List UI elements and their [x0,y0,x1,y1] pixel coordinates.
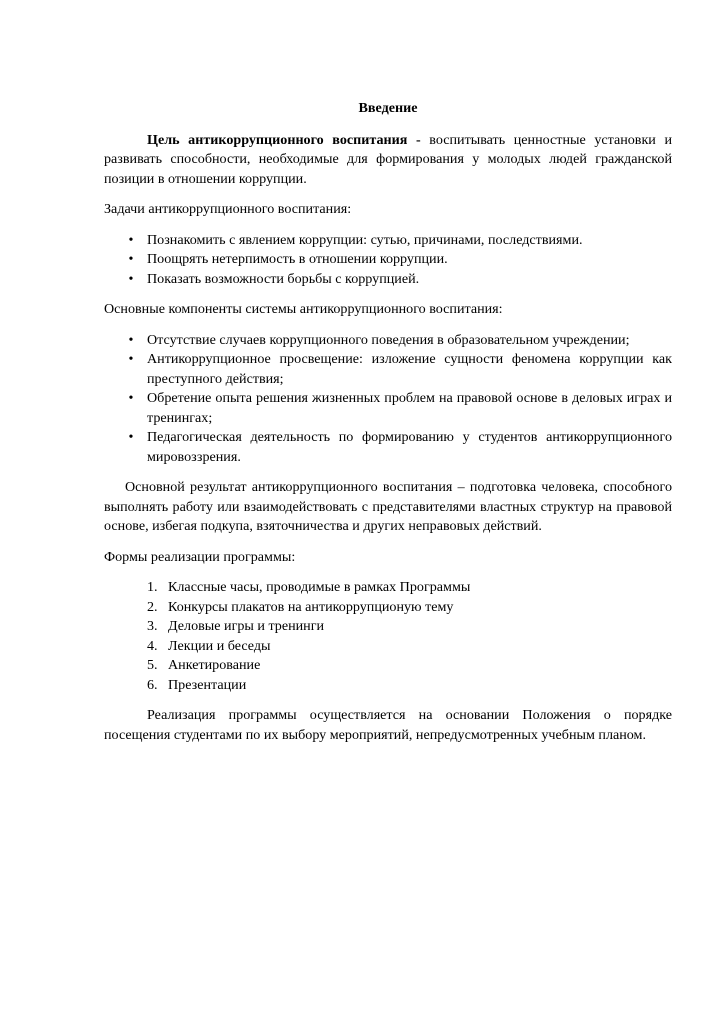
bullet-icon: • [128,390,134,406]
item-number: 3. [147,618,158,634]
tasks-list [104,231,672,290]
list-item [104,637,672,657]
forms-label: Формы реализации программы: [104,548,296,565]
list-item [104,231,672,251]
list-item [104,617,672,637]
list-item-text: Обретение опыта решения жизненных проблем на правовой основе в деловых играх и тренингах; [147,390,672,426]
bullet-icon: • [128,351,134,367]
item-number: 6. [147,676,158,693]
list-item-text: Деловые игры и тренинги [168,618,325,634]
goal-text: воспитывать ценностные установки и развивать способности, необходимые для формирования у молодых людей гражданской позиции в отношении коррупции. [104,131,672,187]
list-item [104,676,672,696]
closing-paragraph: Реализация программы осуществляется на основании Положения о порядке посещения студентами по их выбору мероприятий, непредусмотренных учебным планом. [104,707,672,743]
item-number: 2. [147,598,158,615]
list-item-text: Антикоррупционное просвещение: изложение сущности феномена коррупции как преступного действия; [147,351,672,387]
components-list [104,331,672,468]
tasks-label: Задачи антикоррупционного воспитания: [104,201,352,217]
list-item [104,350,672,389]
forms-list [104,578,672,695]
list-item-text: Классные часы, проводимые в рамках Программы [168,579,471,595]
item-number: 1. [147,579,158,595]
page-heading: Введение [358,100,418,116]
list-item-text: Показать возможности борьбы с коррупцией. [147,270,420,287]
list-item [104,428,672,467]
result-paragraph: Основной результат антикоррупционного воспитания – подготовка человека, способного выполнять работу или взаимодействовать с представителями властных структур на правовой основе, избегая подкупа, взяточничества и других неправовых действий. [104,479,672,534]
list-item [104,270,672,290]
document-page [104,99,672,745]
list-item [104,656,672,676]
components-label: Основные компоненты системы антикоррупционного воспитания: [104,301,503,317]
list-item [104,389,672,428]
goal-term: Цель антикоррупционного воспитания - [147,131,421,148]
list-item [104,578,672,598]
list-item [104,250,672,270]
list-item-text: Конкурсы плакатов на антикоррупционую тему [168,598,454,615]
list-item [104,598,672,618]
bullet-icon: • [128,231,134,248]
goal-paragraph [104,131,672,190]
bullet-icon: • [128,429,134,445]
bullet-icon: • [128,270,134,287]
item-number: 5. [147,657,158,673]
list-item-text: Лекции и беседы [168,637,271,654]
item-number: 4. [147,637,158,654]
list-item-text: Педагогическая деятельность по формированию у студентов антикоррупционного мировоззрения. [147,429,672,465]
bullet-icon: • [128,251,134,267]
list-item-text: Анкетирование [168,657,261,673]
list-item-text: Познакомить с явлением коррупции: сутью, причинами, последствиями. [147,231,583,248]
list-item-text: Поощрять нетерпимость в отношении коррупции. [147,251,448,267]
list-item-text: Презентации [168,676,247,693]
list-item [104,331,672,351]
list-item-text: Отсутствие случаев коррупционного поведения в образовательном учреждении; [147,331,630,348]
bullet-icon: • [128,331,134,348]
